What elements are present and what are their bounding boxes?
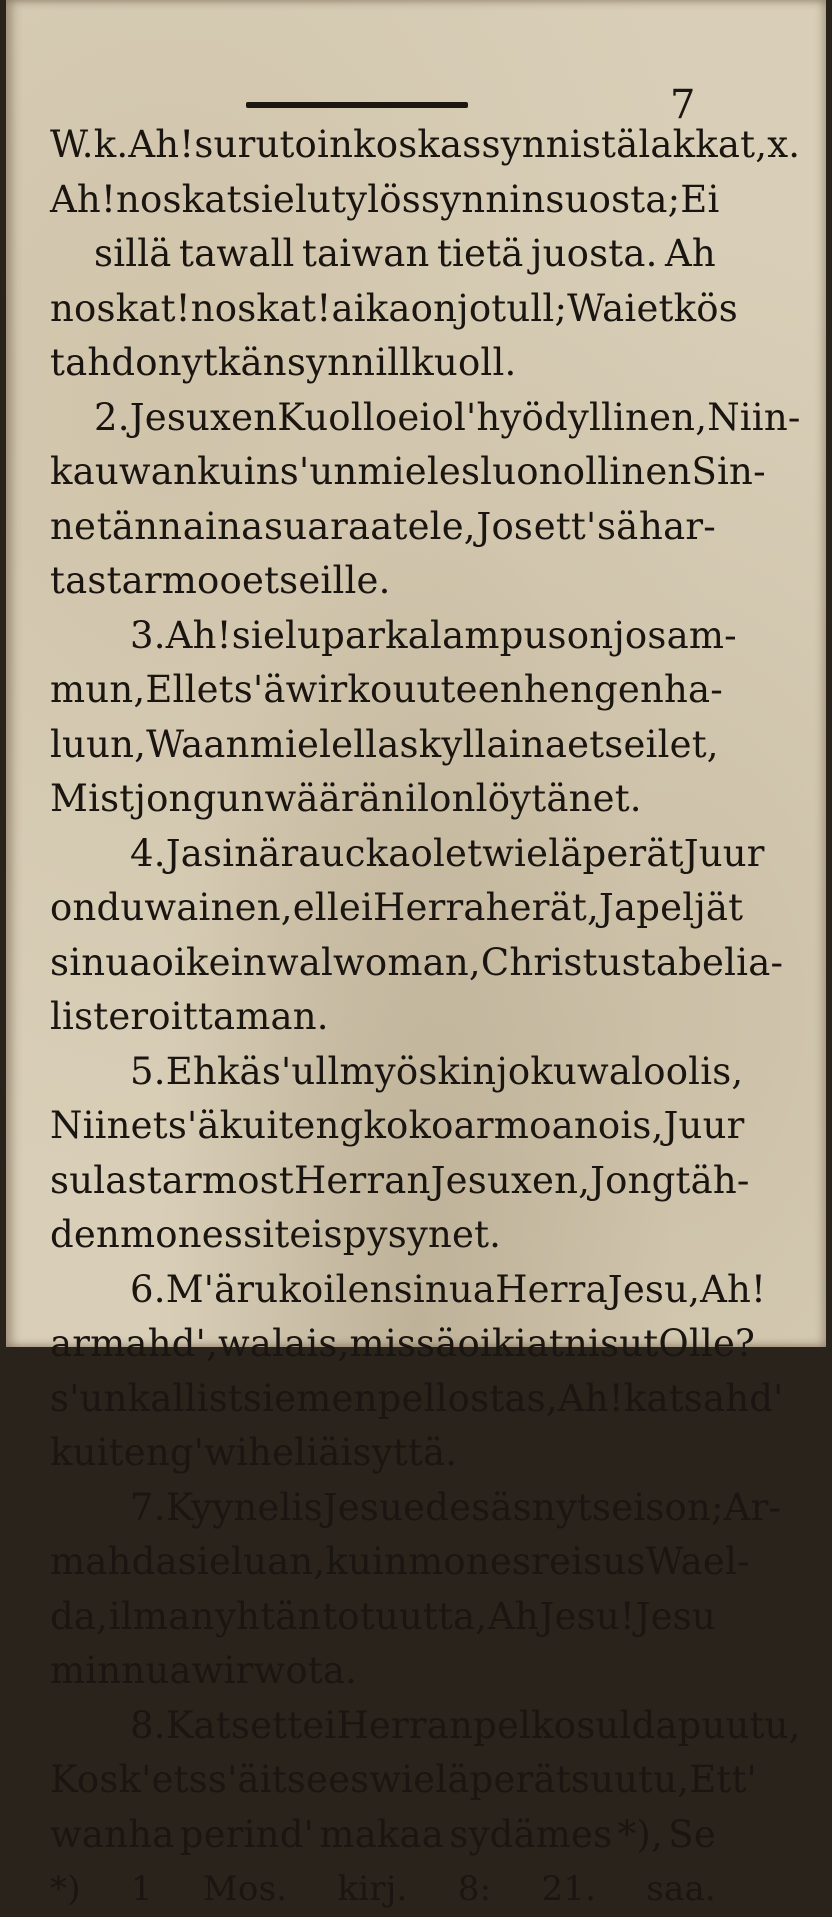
- word: Jesu!: [539, 1594, 635, 1638]
- word: Ar-: [723, 1485, 782, 1529]
- word: s'ä: [233, 668, 286, 711]
- text-line: [50, 554, 716, 609]
- word: herät,: [485, 886, 599, 929]
- word: 21.: [541, 1869, 597, 1909]
- word: noskat!: [50, 286, 191, 330]
- word: edesäs: [403, 1485, 532, 1529]
- word: Ah: [665, 232, 716, 275]
- word: Kuollo: [277, 395, 398, 439]
- word: peljät: [636, 886, 744, 929]
- word: Ellet: [145, 668, 234, 711]
- word: kuin: [325, 1540, 409, 1583]
- word: missä: [349, 1322, 458, 1365]
- word: armo: [453, 1104, 552, 1147]
- word: etseilet,: [567, 722, 719, 766]
- word: katsahd': [623, 1376, 784, 1420]
- word: Mist: [50, 777, 135, 820]
- text-line: [50, 1808, 716, 1863]
- word: den: [50, 1213, 121, 1256]
- text-line: [50, 118, 801, 173]
- text-line: [50, 336, 716, 391]
- text-line: [50, 1317, 756, 1372]
- word: *): [50, 1869, 81, 1909]
- text-line: [50, 718, 719, 773]
- word: pelko: [473, 1703, 577, 1747]
- word: *),: [617, 1812, 663, 1856]
- word: luonollinen: [480, 450, 692, 493]
- word: Jesu: [322, 1485, 404, 1529]
- word: tull;: [491, 286, 568, 330]
- word: Ah!: [50, 177, 117, 221]
- word: jongun: [134, 777, 265, 820]
- word: on: [566, 613, 614, 657]
- text-line: [50, 609, 737, 664]
- text-line: [50, 227, 716, 282]
- word: rukoilen: [236, 1267, 394, 1311]
- word: raatele,: [330, 504, 476, 548]
- word: synnill: [286, 341, 412, 384]
- word: Ah!: [165, 613, 232, 657]
- word: kuiteng': [50, 1431, 205, 1474]
- word: M'ä: [165, 1267, 237, 1311]
- word: ei: [397, 395, 432, 439]
- word: mun,: [50, 668, 146, 711]
- word: tahdo: [50, 341, 158, 384]
- word: tietä: [436, 232, 524, 275]
- word: k.: [93, 123, 129, 166]
- word: Kosk': [50, 1758, 152, 1801]
- word: aina: [486, 722, 568, 766]
- word: synnin: [420, 177, 546, 221]
- hymn-text: [50, 118, 801, 1917]
- word: armoo: [121, 559, 242, 602]
- word: Kyynelis: [165, 1485, 323, 1529]
- text-line: [50, 1208, 716, 1263]
- word: ol': [431, 395, 477, 439]
- word: wirwota.: [191, 1649, 358, 1692]
- text-line: [50, 1753, 757, 1808]
- text-line: [50, 282, 738, 337]
- word: onduwainen,: [50, 886, 293, 929]
- word: myöskin: [339, 1049, 497, 1093]
- word: uuteen: [392, 668, 524, 711]
- word: Juur: [683, 831, 765, 875]
- word: anois,: [551, 1104, 664, 1147]
- word: Ah!: [128, 123, 195, 166]
- word: Herra: [495, 1267, 608, 1311]
- word: etseille.: [241, 559, 391, 602]
- word: Jos: [476, 504, 534, 548]
- word: etkös: [636, 286, 738, 330]
- word: mahda: [50, 1540, 178, 1583]
- word: nisut: [564, 1322, 659, 1365]
- word: 4.: [130, 831, 166, 875]
- word: Se: [668, 1812, 716, 1856]
- word: armost: [161, 1158, 294, 1202]
- word: nyt: [531, 1485, 593, 1529]
- word: makaa: [319, 1812, 444, 1856]
- word: Olle?: [658, 1322, 756, 1365]
- word: sulda: [576, 1703, 678, 1747]
- word: nytkän: [157, 341, 287, 384]
- text-line: [50, 1862, 716, 1917]
- word: ne: [50, 504, 97, 548]
- word: Niin-: [707, 395, 801, 439]
- word: Jong: [590, 1158, 676, 1202]
- word: synnistä: [481, 123, 639, 166]
- word: da,: [50, 1594, 109, 1638]
- word: mielellas: [249, 722, 419, 766]
- word: mones: [120, 1213, 244, 1256]
- word: Niin: [50, 1104, 131, 1147]
- word: suosta;: [545, 177, 681, 221]
- word: walo: [577, 1049, 666, 1093]
- word: ettei: [250, 1703, 337, 1747]
- text-line: [50, 1099, 745, 1154]
- word: sua: [264, 504, 330, 548]
- word: Mos.: [202, 1869, 288, 1909]
- text-line: [50, 1154, 750, 1209]
- word: hengen: [523, 668, 665, 711]
- word: Ah!: [700, 1267, 767, 1311]
- word: Ja: [598, 886, 637, 929]
- word: armahd',: [50, 1322, 218, 1365]
- word: joku: [496, 1049, 578, 1093]
- header-rule: [246, 102, 468, 108]
- word: Herran: [293, 1158, 431, 1202]
- word: kuoll.: [411, 341, 517, 384]
- word: juosta.: [530, 232, 658, 275]
- word: kuin: [197, 450, 280, 493]
- word: sillä: [94, 232, 172, 275]
- word: parka: [321, 613, 431, 657]
- word: pellostas,: [377, 1376, 558, 1420]
- word: ilon: [405, 777, 476, 820]
- book-page: [6, 0, 826, 1909]
- word: wielä: [369, 1758, 470, 1801]
- word: reisus: [531, 1540, 646, 1583]
- text-line: [50, 772, 716, 827]
- word: belia-: [678, 940, 784, 984]
- word: Ei: [680, 177, 720, 221]
- word: Herra: [373, 886, 486, 929]
- word: olis,: [665, 1049, 744, 1093]
- word: hyödyllinen,: [476, 395, 708, 439]
- word: har-: [639, 504, 716, 548]
- word: sielut: [241, 177, 347, 221]
- word: koko: [363, 1104, 454, 1147]
- word: 5.: [130, 1049, 166, 1093]
- word: x.: [767, 123, 801, 166]
- word: löytänet.: [475, 777, 642, 820]
- word: ellei: [292, 886, 373, 929]
- text-line: [50, 990, 716, 1045]
- word: ilman: [108, 1594, 215, 1638]
- word: oikein: [151, 940, 267, 984]
- text-line: [50, 1590, 716, 1645]
- word: tast: [50, 559, 122, 602]
- word: jo: [457, 286, 492, 330]
- word: saa.: [646, 1869, 716, 1909]
- word: koskas: [353, 123, 482, 166]
- text-line: [50, 1426, 716, 1481]
- text-line: [50, 500, 716, 555]
- text-line: [50, 1372, 784, 1427]
- text-line: [50, 1699, 801, 1754]
- word: siteis: [243, 1213, 343, 1256]
- text-line: [50, 881, 744, 936]
- word: Herran: [336, 1703, 474, 1747]
- word: tawall: [179, 232, 295, 275]
- word: on: [410, 286, 458, 330]
- word: Sin-: [691, 450, 766, 493]
- word: 6.: [130, 1267, 166, 1311]
- word: Ett': [689, 1758, 757, 1801]
- word: Jesu: [635, 1594, 716, 1638]
- word: mieles: [357, 450, 481, 493]
- word: walais,: [217, 1322, 350, 1365]
- word: eroittaman.: [108, 995, 329, 1038]
- word: kyll: [418, 722, 487, 766]
- word: sä: [596, 504, 639, 548]
- word: 8:: [457, 1869, 492, 1909]
- word: Wai: [567, 286, 637, 330]
- word: sieluan,: [177, 1540, 326, 1583]
- word: et: [130, 1104, 168, 1147]
- word: itsees: [259, 1758, 370, 1801]
- word: mones: [408, 1540, 532, 1583]
- word: lampus: [430, 613, 567, 657]
- word: täh-: [675, 1158, 750, 1202]
- word: s'ä: [207, 1758, 260, 1801]
- word: wäärän: [264, 777, 406, 820]
- word: oikiat: [457, 1322, 564, 1365]
- text-line: [50, 663, 724, 718]
- word: ett': [533, 504, 597, 548]
- word: wirko: [285, 668, 393, 711]
- word: 2.: [94, 395, 130, 439]
- word: kauwan: [50, 450, 198, 493]
- word: 8.: [130, 1703, 166, 1747]
- word: Waan: [146, 722, 250, 766]
- text-line: [50, 936, 784, 991]
- word: s'ä: [167, 1104, 220, 1147]
- word: kirj.: [337, 1869, 408, 1909]
- word: suutu,: [570, 1758, 690, 1801]
- word: kallist: [127, 1376, 243, 1420]
- text-line: [50, 1481, 782, 1536]
- text-line: [50, 391, 801, 446]
- word: Jesu,: [607, 1267, 701, 1311]
- text-line: [50, 1535, 750, 1590]
- word: list: [50, 995, 109, 1038]
- text-line: [50, 1045, 744, 1100]
- word: Christusta: [480, 940, 679, 984]
- word: ylös: [346, 177, 421, 221]
- text-line: [50, 1644, 716, 1699]
- word: luun,: [50, 722, 147, 766]
- word: noskat: [116, 177, 242, 221]
- word: yhtän: [215, 1594, 322, 1638]
- word: 7.: [130, 1485, 166, 1529]
- word: wielä: [482, 831, 583, 875]
- word: Juur: [663, 1104, 745, 1147]
- text-line: [50, 827, 765, 882]
- word: puutu,: [677, 1703, 801, 1747]
- word: totuutta,: [322, 1594, 488, 1638]
- text-line: [50, 173, 720, 228]
- word: sinua: [393, 1267, 496, 1311]
- word: sydämes: [449, 1812, 613, 1856]
- word: Wael-: [645, 1540, 750, 1583]
- word: pysynet.: [342, 1213, 502, 1256]
- word: wanha: [50, 1812, 175, 1856]
- word: olet: [410, 831, 483, 875]
- word: Ehkä: [165, 1049, 262, 1093]
- word: wiheliäisyttä.: [204, 1431, 458, 1474]
- word: noskat!: [190, 286, 332, 330]
- word: Ah!: [557, 1376, 624, 1420]
- word: aina: [182, 504, 264, 548]
- word: walwoman,: [266, 940, 481, 984]
- word: jo: [613, 613, 648, 657]
- word: lakkat,: [638, 123, 768, 166]
- word: Jesuxen,: [430, 1158, 591, 1202]
- word: sielu: [231, 613, 322, 657]
- word: siemen: [242, 1376, 378, 1420]
- word: W.: [50, 123, 94, 166]
- word: sulast: [50, 1158, 162, 1202]
- text-line: [50, 445, 766, 500]
- word: raucka: [280, 831, 411, 875]
- word: Kats: [165, 1703, 251, 1747]
- word: Ah: [487, 1594, 539, 1638]
- text-line: [50, 1263, 767, 1318]
- word: ha-: [664, 668, 724, 711]
- word: seison;: [592, 1485, 724, 1529]
- word: s'ull: [261, 1049, 340, 1093]
- word: minnua: [50, 1649, 192, 1692]
- word: taiwan: [301, 232, 430, 275]
- word: 1: [130, 1869, 153, 1909]
- word: kuiteng: [219, 1104, 364, 1147]
- word: Jesuxen: [129, 395, 278, 439]
- word: perind': [179, 1812, 314, 1856]
- word: s'un: [279, 450, 358, 493]
- word: 3.: [130, 613, 166, 657]
- word: perät: [469, 1758, 571, 1801]
- word: sam-: [647, 613, 737, 657]
- word: surutoin: [194, 123, 354, 166]
- page-number: 7: [670, 82, 696, 128]
- word: ets: [151, 1758, 208, 1801]
- word: Ja: [165, 831, 203, 875]
- word: perät: [582, 831, 684, 875]
- word: s'un: [50, 1376, 128, 1420]
- word: sinua: [50, 940, 152, 984]
- word: aika: [331, 286, 411, 330]
- word: sinä: [203, 831, 281, 875]
- word: tänn: [96, 504, 183, 548]
